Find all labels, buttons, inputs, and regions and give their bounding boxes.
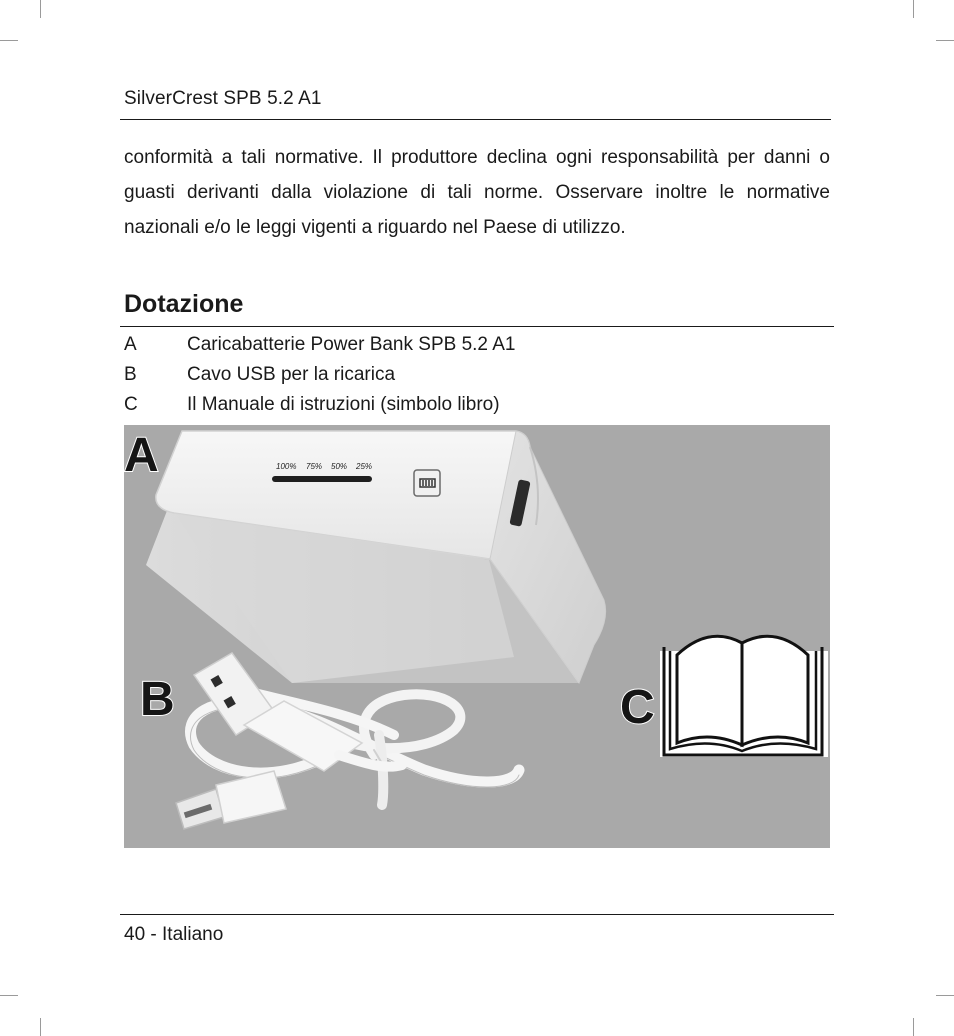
crop-mark bbox=[0, 995, 18, 996]
led-label: 100% bbox=[276, 462, 297, 471]
product-photo bbox=[124, 425, 830, 848]
book-icon bbox=[660, 636, 828, 757]
figure-label-a: A bbox=[124, 429, 159, 482]
list-item-text: Caricabatterie Power Bank SPB 5.2 A1 bbox=[187, 334, 516, 355]
header-rule bbox=[120, 119, 831, 120]
led-label: 75% bbox=[306, 462, 323, 471]
led-label: 25% bbox=[356, 462, 373, 471]
list-item bbox=[124, 330, 830, 360]
crop-mark bbox=[936, 40, 954, 41]
list-item-text: Cavo USB per la ricarica bbox=[187, 364, 396, 385]
intro-paragraph: conformità a tali normative. Il produttore declina ogni responsabilità per danni o guasti derivanti dalla violazione di tali norme. Osservare inoltre le normative nazionali e/o le leggi vigenti a riguardo nel Paese di utilizzo. bbox=[124, 147, 830, 238]
crop-mark bbox=[913, 1018, 914, 1036]
figure-label-b: B bbox=[140, 673, 175, 726]
section-title: Dotazione bbox=[124, 290, 244, 318]
page-number: 40 - Italiano bbox=[124, 924, 224, 945]
crop-mark bbox=[40, 0, 41, 18]
figure-label-c: C bbox=[620, 681, 655, 734]
list-item-text: Il Manuale di istruzioni (simbolo libro) bbox=[187, 394, 500, 415]
crop-mark bbox=[913, 0, 914, 18]
footer-rule bbox=[120, 914, 834, 915]
contents-list bbox=[124, 330, 830, 420]
list-item bbox=[124, 360, 830, 390]
crop-mark bbox=[0, 40, 18, 41]
led-label: 50% bbox=[331, 462, 348, 471]
section-rule bbox=[120, 326, 834, 327]
list-item bbox=[124, 390, 830, 420]
list-item-key: B bbox=[124, 364, 137, 385]
crop-mark bbox=[40, 1018, 41, 1036]
running-header: SilverCrest SPB 5.2 A1 bbox=[124, 88, 322, 109]
list-item-key: C bbox=[124, 394, 138, 415]
list-item-key: A bbox=[124, 334, 137, 355]
crop-mark bbox=[936, 995, 954, 996]
